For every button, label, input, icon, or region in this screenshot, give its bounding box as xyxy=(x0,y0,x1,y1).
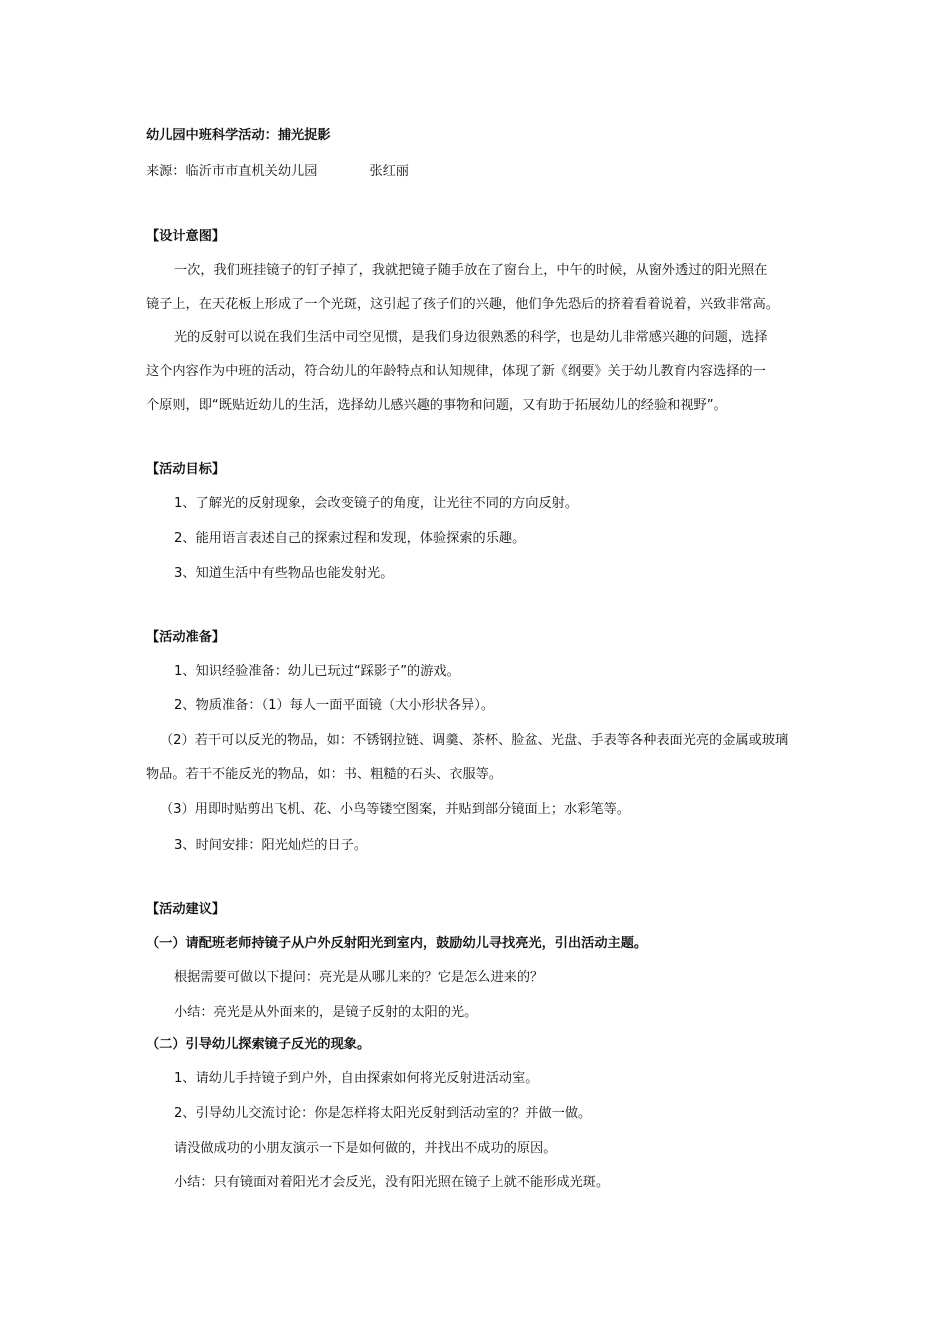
author-name: 张红丽 xyxy=(369,164,409,179)
suggest-heading: 【活动建议】 xyxy=(146,902,226,917)
step-2-summary: 小结：只有镜面对着阳光才会反光，没有阳光照在镜子上就不能形成光斑。 xyxy=(174,1175,610,1190)
design-paragraph-1-line-2: 镜子上，在天花板上形成了一个光斑，这引起了孩子们的兴趣，他们争先恐后的挤着看着说着，兴致非常高。 xyxy=(146,297,779,312)
goal-item-3: 3、知道生活中有些物品也能发射光。 xyxy=(174,566,394,581)
design-paragraph-2-line-1: 光的反射可以说在我们生活中司空见惯，是我们身边很熟悉的科学，也是幼儿非常感兴趣的问题，选择 xyxy=(174,330,768,345)
design-paragraph-2-line-3: 个原则，即“既贴近幼儿的生活，选择幼儿感兴趣的事物和问题，又有助于拓展幼儿的经验和视野”。 xyxy=(146,398,727,413)
prep-item-1: 1、知识经验准备：幼儿已玩过“踩影子”的游戏。 xyxy=(174,664,460,679)
step-1-summary: 小结：亮光是从外面来的，是镜子反射的太阳的光。 xyxy=(174,1005,478,1020)
step-2-item-1: 1、请幼儿手持镜子到户外，自由探索如何将光反射进活动室。 xyxy=(174,1071,539,1086)
prep-item-2b-line-2: 物品。若干不能反光的物品，如：书、粗糙的石头、衣服等。 xyxy=(146,767,503,782)
prep-item-2: 2、物质准备：（1）每人一面平面镜（大小形状各异）。 xyxy=(174,698,495,713)
design-paragraph-2-line-2: 这个内容作为中班的活动，符合幼儿的年龄特点和认知规律，体现了新《纲要》关于幼儿教育内容选择的一 xyxy=(146,364,766,379)
prep-heading: 【活动准备】 xyxy=(146,630,226,645)
step-1-question: 根据需要可做以下提问：亮光是从哪儿来的？它是怎么进来的？ xyxy=(174,970,544,985)
design-paragraph-1-line-1: 一次，我们班挂镜子的钉子掉了，我就把镜子随手放在了窗台上，中午的时候，从窗外透过的阳光照在 xyxy=(174,263,768,278)
source-label: 来源：临沂市市直机关幼儿园 xyxy=(146,164,318,179)
design-heading: 【设计意图】 xyxy=(146,229,226,244)
prep-item-3: 3、时间安排：阳光灿烂的日子。 xyxy=(174,838,368,853)
goal-item-1: 1、了解光的反射现象，会改变镜子的角度，让光往不同的方向反射。 xyxy=(174,496,579,511)
step-1-heading: （一）请配班老师持镜子从户外反射阳光到室内，鼓励幼儿寻找亮光，引出活动主题。 xyxy=(146,936,648,951)
step-2-item-2: 2、引导幼儿交流讨论：你是怎样将太阳光反射到活动室的？并做一做。 xyxy=(174,1106,592,1121)
document-title: 幼儿园中班科学活动：捕光捉影 xyxy=(146,128,331,143)
step-2-item-3: 请没做成功的小朋友演示一下是如何做的，并找出不成功的原因。 xyxy=(174,1141,557,1156)
prep-item-2b-line-1: （2）若干可以反光的物品，如：不锈钢拉链、调羹、茶杯、脸盆、光盘、手表等各种表面光亮的金属或玻璃 xyxy=(160,733,789,748)
step-2-heading: （二）引导幼儿探索镜子反光的现象。 xyxy=(146,1037,371,1052)
goal-item-2: 2、能用语言表述自己的探索过程和发现，体验探索的乐趣。 xyxy=(174,531,526,546)
source-line xyxy=(146,162,816,182)
prep-item-2c: （3）用即时贴剪出飞机、花、小鸟等镂空图案，并贴到部分镜面上；水彩笔等。 xyxy=(160,802,630,817)
goals-heading: 【活动目标】 xyxy=(146,462,226,477)
